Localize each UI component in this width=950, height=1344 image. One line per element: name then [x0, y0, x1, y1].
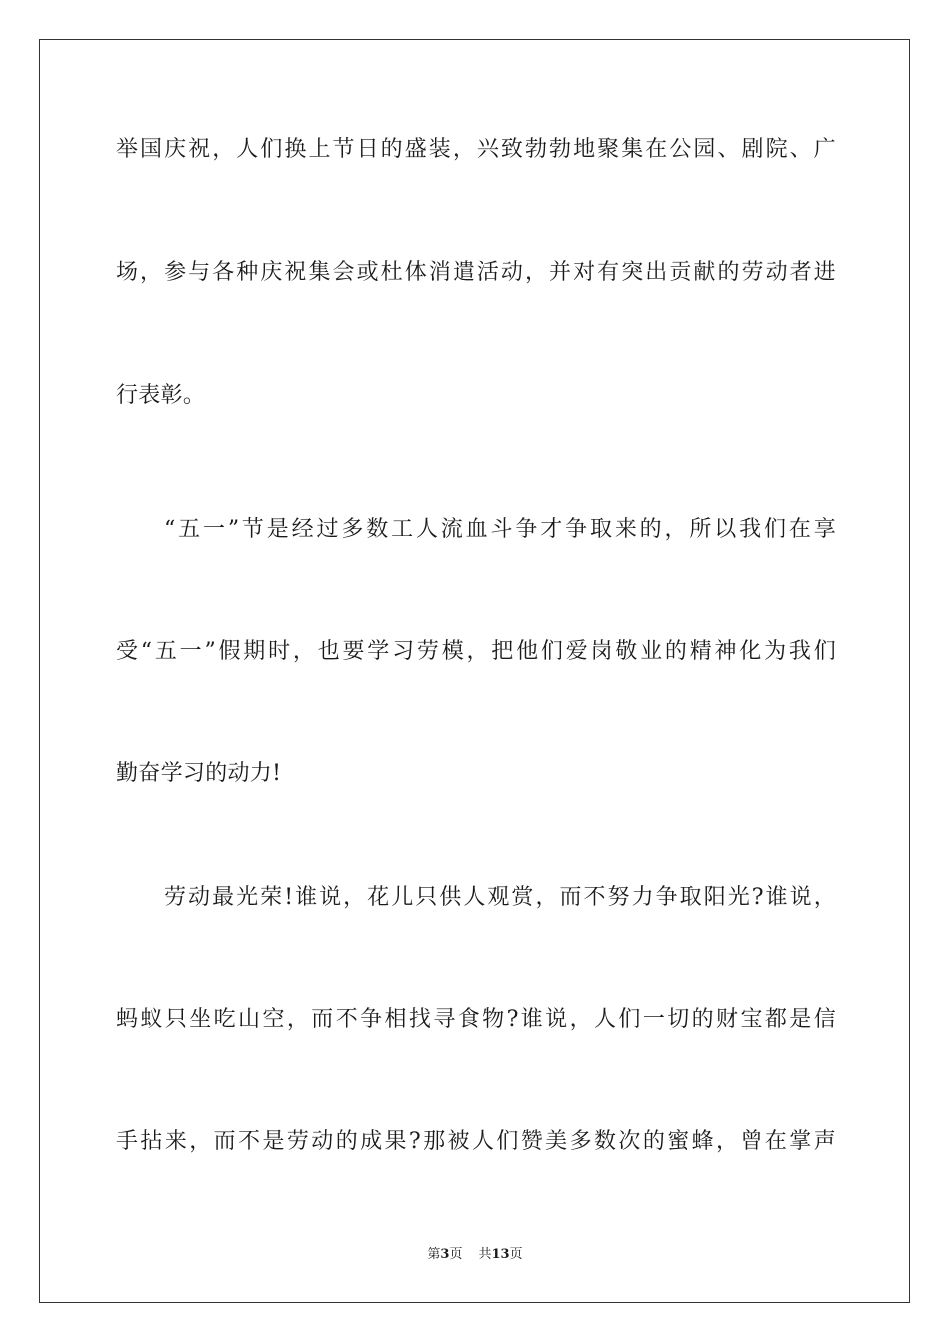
page-footer [0, 1246, 950, 1264]
text-line: 受“五一”假期时，也要学习劳模，把他们爱岗敬业的精神化为我们 [116, 639, 836, 664]
text-line: 行表彰。 [116, 383, 206, 408]
page-prefix: 第 [427, 1247, 441, 1262]
total-suffix: 页 [509, 1247, 523, 1262]
total-prefix: 共 [478, 1247, 492, 1262]
page-border [39, 39, 910, 1303]
text-line: 举国庆祝，人们换上节日的盛装，兴致勃勃地聚集在公园、剧院、广 [116, 137, 836, 162]
text-line: 劳动最光荣!谁说，花儿只供人观赏，而不努力争取阳光?谁说， [164, 885, 836, 910]
text-line: 勤奋学习的动力! [116, 761, 282, 786]
page-suffix: 页 [449, 1247, 463, 1262]
text-line: 手拈来，而不是劳动的成果?那被人们赞美多数次的蜜蜂，曾在掌声 [116, 1129, 836, 1154]
text-line: 蚂蚁只坐吃山空，而不争相找寻食物?谁说，人们一切的财宝都是信 [116, 1007, 836, 1032]
text-line: “五一”节是经过多数工人流血斗争才争取来的，所以我们在享 [164, 517, 836, 542]
text-line: 场，参与各种庆祝集会或杜体消遣活动，并对有突出贡献的劳动者进 [116, 260, 836, 285]
total-page-number: 13 [491, 1247, 510, 1262]
current-page-number: 3 [440, 1247, 450, 1262]
